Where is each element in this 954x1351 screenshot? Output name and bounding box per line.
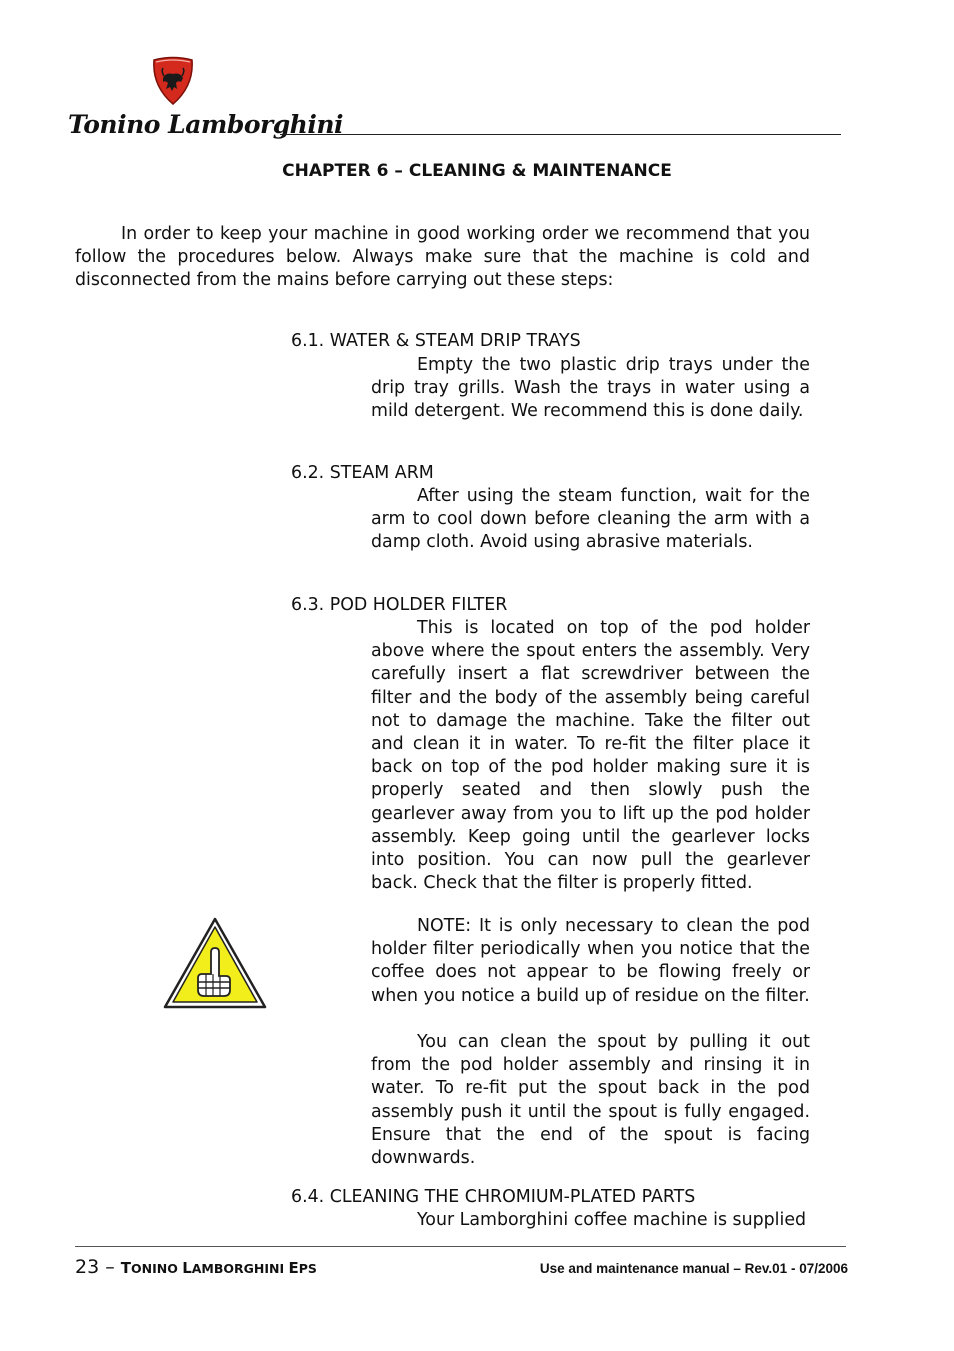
section-title-chromium-parts: 6.4. CLEANING THE CHROMIUM-PLATED PARTS: [291, 1187, 696, 1207]
footer-product-name: TONINO LAMBORGHINI EPS: [120, 1259, 317, 1277]
section-body-chromium-parts: [371, 1209, 810, 1232]
pointing-hand-warning-icon: [162, 916, 268, 1012]
chapter-title: CHAPTER 6 – CLEANING & MAINTENANCE: [282, 161, 672, 181]
header-rule: [280, 134, 841, 135]
section-title-pod-holder: 6.3. POD HOLDER FILTER: [291, 595, 508, 615]
section-body-drip-trays: [371, 354, 810, 424]
brand-logo-text: Tonino Lamborghini: [68, 110, 344, 139]
intro-text: In order to keep your machine in good working order we recommend that you follow the procedures below. Always make sure that the machine is cold and disconnected from the mains before carrying out these steps:: [75, 224, 810, 291]
spout-text: You can clean the spout by pulling it out from the pod holder assembly and rinsing it in water. To re-fit put the spout back in the pod assembly push it until the spout is fully engaged. Ensure that the end of the spout is facing downwards.: [371, 1032, 810, 1169]
section-title-steam-arm: 6.2. STEAM ARM: [291, 463, 434, 483]
section-body-pod-holder: [371, 617, 810, 895]
section-title-drip-trays: 6.1. WATER & STEAM DRIP TRAYS: [291, 331, 581, 351]
section-text: Empty the two plastic drip trays under the drip tray grills. Wash the trays in water using a mild detergent. We recommend this is done daily.: [371, 355, 810, 422]
footer-page-info: [75, 1256, 317, 1278]
section-text: Your Lamborghini coffee machine is supplied: [417, 1210, 807, 1230]
section-body-steam-arm: [371, 485, 810, 555]
note-text: NOTE: It is only necessary to clean the pod holder filter periodically when you notice that the coffee does not appear to be flowing freely or when you notice a build up of residue on the filter.: [371, 916, 810, 1006]
section-text: After using the steam function, wait for the arm to cool down before cleaning the arm with a damp cloth. Avoid using abrasive materials.: [371, 486, 810, 553]
section-text: This is located on top of the pod holder above where the spout enters the assembly. Very carefully insert a flat screwdriver between the filter and the body of the assembly being careful not to damage the machine. Take the filter out and clean it in water. To re-fit the filter place it back on top of the pod holder making sure it is properly seated and then slowly push the gearlever away from you to lift up the pod holder assembly. Keep going until the gearlever locks into position. You can now pull the gearlever back. Check that the filter is properly fitted.: [371, 618, 810, 894]
footer-rule: [75, 1246, 846, 1247]
bull-shield-icon: [150, 56, 196, 106]
page-number: 23 –: [75, 1256, 115, 1278]
intro-paragraph: [75, 223, 810, 293]
spout-paragraph: [371, 1031, 810, 1170]
footer-manual-revision: Use and maintenance manual – Rev.01 - 07/2006: [539, 1261, 848, 1276]
note-paragraph: [371, 915, 810, 1008]
